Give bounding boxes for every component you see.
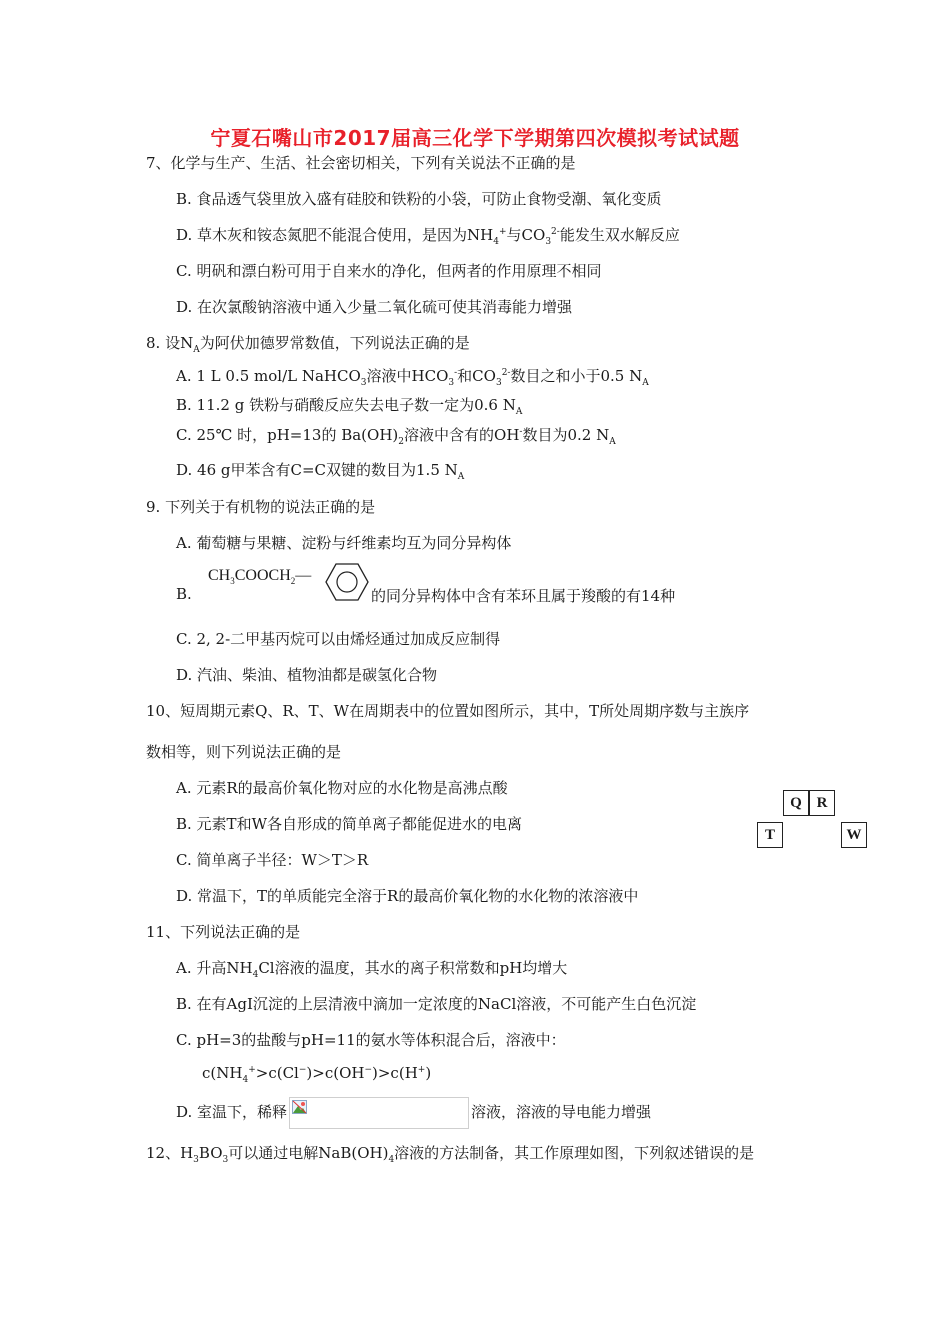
broken-image-icon — [292, 1100, 307, 1114]
question-9-option-c: C. 2, 2-二甲基丙烷可以由烯烃通过加成反应制得 — [176, 630, 501, 648]
question-8-option-d: D. 46 g甲苯含有C=C双键的数目为1.5 $N_A$ — [176, 461, 465, 482]
table-cell-r: R — [809, 790, 835, 816]
question-7-stem: 7、化学与生产、生活、社会密切相关，下列有关说法不正确的是 — [146, 154, 576, 172]
question-7-option-4: D. 在次氯酸钠溶液中通入少量二氧化硫可使其消毒能力增强 — [176, 298, 573, 316]
ester-structural-formula: $CH_3COOCH_2—$ — [208, 567, 312, 587]
question-9-option-b-text: 的同分异构体中含有苯环且属于羧酸的有14种 — [371, 587, 676, 605]
question-9-option-a: A. 葡萄糖与果糖、淀粉与纤维素均互为同分异构体 — [176, 534, 512, 552]
table-cell-t: T — [757, 822, 783, 848]
question-11-stem: 11、下列说法正确的是 — [146, 923, 301, 941]
question-8-option-c: C. 25℃ 时，pH=13的 $Ba(OH)_2$溶液中含有的OH-数目为0.2 $N_A$ — [176, 426, 616, 447]
question-8-stem: 8. 设$N_A$为阿伏加德罗常数值，下列说法正确的是 — [146, 334, 470, 355]
table-cell-q: Q — [783, 790, 809, 816]
question-10-option-c: C. 简单离子半径：W＞T＞R — [176, 851, 369, 869]
question-9-option-b-label: B. — [176, 585, 192, 603]
question-9-option-d: D. 汽油、柴油、植物油都是碳氢化合物 — [176, 666, 438, 684]
question-8-option-a: A. 1 L 0.5 mol/L NaHCO$_3$溶液中$HCO_3^-$和$CO_3^{2-}$数目之和小于0.5 $N_A$ — [176, 367, 649, 388]
question-7-option-3: C. 明矾和漂白粉可用于自来水的净化，但两者的作用原理不相同 — [176, 262, 602, 280]
question-10-stem-line1: 10、短周期元素Q、R、T、W在周期表中的位置如图所示，其中，T所处周期序数与主族序 — [146, 702, 750, 720]
question-11-option-d: D. 室温下，稀释 溶液，溶液的导电能力增强 — [176, 1097, 651, 1129]
question-11-option-b: B. 在有AgI沉淀的上层清液中滴加一定浓度的NaCl溶液，不可能产生白色沉淀 — [176, 995, 697, 1013]
question-11-option-a: A. 升高$NH_4Cl$溶液的温度，其水的离子积常数和pH均增大 — [176, 959, 568, 980]
question-12-stem: 12、$H_3BO_3$可以通过电解$NaB(OH)_4$溶液的方法制备，其工作原理如图，下列叙述错误的是 — [146, 1144, 755, 1165]
broken-image-placeholder — [289, 1097, 469, 1129]
question-10-option-a: A. 元素R的最高价氧化物对应的水化物是高沸点酸 — [176, 779, 508, 797]
question-10-option-d: D. 常温下，T的单质能完全溶于R的最高价氧化物的水化物的浓溶液中 — [176, 887, 639, 905]
question-7-option-2: D. 草木灰和铵态氮肥不能混合使用，是因为$NH_4^+$与$CO_3^{2-}$能发生双水解反应 — [176, 226, 680, 247]
table-cell-w: W — [841, 822, 867, 848]
question-9-stem: 9. 下列关于有机物的说法正确的是 — [146, 498, 376, 516]
page-title: 宁夏石嘴山市2017届高三化学下学期第四次模拟考试试题 — [210, 126, 740, 150]
question-10-option-b: B. 元素T和W各自形成的简单离子都能促进水的电离 — [176, 815, 522, 833]
question-10-stem-line2: 数相等，则下列说法正确的是 — [146, 743, 342, 761]
benzene-ring-icon — [325, 562, 369, 602]
question-11-option-c-expression: $c(NH_4^+>c(Cl^-)>c(OH^-)>c(H^+)$ — [202, 1064, 432, 1085]
question-7-option-1: B. 食品透气袋里放入盛有硅胶和铁粉的小袋，可防止食物受潮、氧化变质 — [176, 190, 662, 208]
question-8-option-b: B. 11.2 g 铁粉与硝酸反应失去电子数一定为0.6 $N_A$ — [176, 396, 523, 417]
question-11-option-c: C. pH=3的盐酸与pH=11的氨水等体积混合后，溶液中： — [176, 1031, 566, 1049]
